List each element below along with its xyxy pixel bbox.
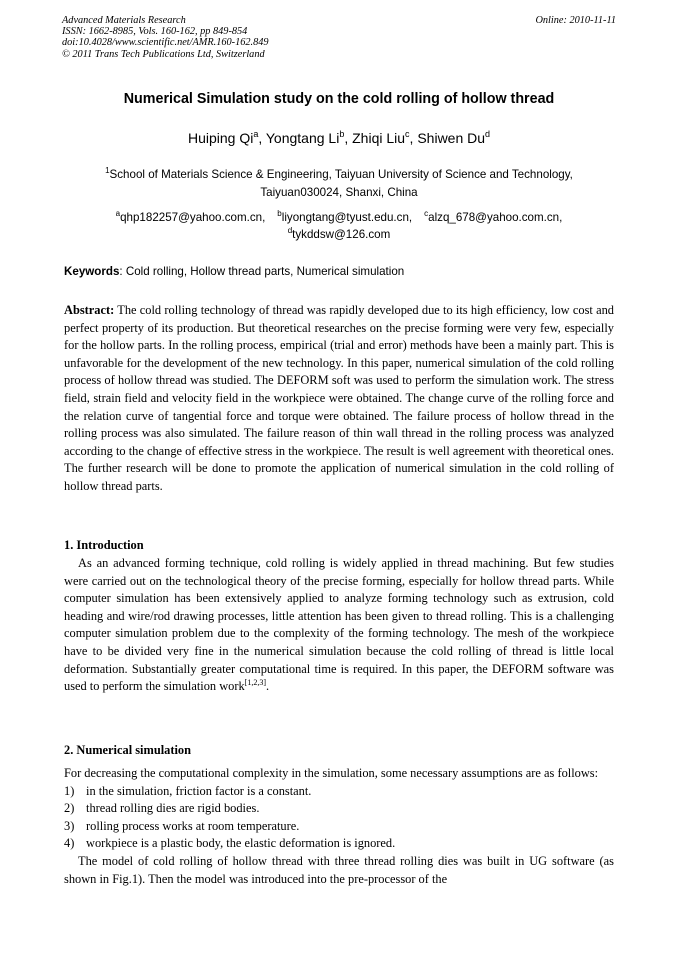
online-date: Online: 2010-11-11: [535, 15, 616, 26]
author-sup: c: [405, 129, 410, 139]
affiliation-line1: School of Materials Science & Engineering, Taiyuan University of Science and Technology,: [109, 168, 573, 181]
author-name: Huiping Qi: [187, 130, 254, 146]
simulation-intro: For decreasing the computational complexity in the simulation, some necessary assumptions are as follows:: [64, 766, 599, 780]
email-sup: b: [277, 209, 282, 218]
abstract-text: The cold rolling technology of thread was rapidly developed due to its high efficiency, low cost and perfect property of its production. But theoretical researches on the precise forming were very few, especially for the hollow parts. In the rolling process, empirical (trial and error) methods have been a mainly part. This is unfavorable for the development of the new technology. In this paper, numerical simulation of the cold rolling process of hollow thread was studied. The DEFORM soft was used to perform the simulation work. The stress field, strain field and velocity field in the workpiece were obtained. The change curve of the rolling force and the relation curve of tangential force and torque were obtained. The failure process of hollow thread in the rolling process was also simulated. The failure reason of thin wall thread in the rolling process was analyzed according to the change of effective stress in the workpiece. The result is well agreement with theoretical ones. The further research will be done to promote the application of numerical simulation in the cold rolling of hollow thread parts.: [64, 303, 614, 493]
author-name: Yongtang Li: [265, 130, 340, 146]
affiliation-line2: Taiyuan030024, Shanxi, China: [260, 186, 418, 199]
simulation-section: [64, 765, 614, 888]
list-item: [64, 800, 614, 818]
simulation-paragraph: The model of cold rolling of hollow thread with three thread rolling dies was built in UG software (as shown in Fig.1). Then the model was introduced into the pre-processor of the: [64, 853, 614, 886]
introduction-paragraph: [64, 555, 614, 696]
doi: doi:10.4028/www.scientific.net/AMR.160-162.849: [62, 37, 269, 49]
introduction-end: .: [266, 679, 270, 694]
affiliation: [70, 166, 608, 202]
list-text: rolling process works at room temperature.: [86, 818, 300, 833]
list-item: [64, 835, 614, 853]
email-address[interactable]: tykddsw@126.com: [292, 228, 391, 241]
email-sup: c: [424, 209, 429, 218]
citation[interactable]: [1,2,3]: [244, 678, 266, 688]
keywords: [64, 265, 618, 278]
email-list: [70, 209, 608, 243]
abstract-label: Abstract:: [64, 303, 115, 317]
author-sup: a: [253, 129, 259, 139]
list-item: [64, 818, 614, 836]
list-number: 1): [64, 783, 75, 798]
introduction-text: As an advanced forming technique, cold rolling is widely applied in thread machining. But few studies were carried out on the technological theory of the precise forming, especially for hollow thread parts. While computer simulation has been extensively applied to analyze forming technology such as extrusion, cold heading and wire/rod drawing processes, little attention has been given to thread rolling. This is a challenging computer simulation problem due to the complexity of the forming technology. The mesh of the workpiece have to be divided very fine in the numerical simulation because the cold rolling of thread is little local deformation. Substantially greater computational time is required. In this paper, the DEFORM software was used to perform the simulation work: [64, 556, 614, 694]
email-address[interactable]: liyongtang@tyust.edu.cn,: [281, 211, 413, 224]
author-list: Huiping Qi$^a$, Yongtang Li$^b$, Zhiqi Liu$^c$, Shiwen Du$^d$: [187, 129, 491, 146]
list-item: [64, 783, 614, 801]
list-text: in the simulation, friction factor is a constant.: [86, 783, 312, 798]
author-sup: d: [485, 129, 491, 139]
assumption-list: [64, 783, 614, 853]
email-address[interactable]: alzq_678@yahoo.com.cn,: [428, 211, 563, 224]
author-name: Shiwen Du: [417, 130, 486, 146]
section-heading: 2. Numerical simulation: [64, 743, 191, 757]
section-heading: 1. Introduction: [64, 538, 144, 552]
paper-title: Numerical Simulation study on the cold rolling of hollow thread: [123, 91, 555, 107]
list-text: thread rolling dies are rigid bodies.: [86, 801, 260, 816]
issn: ISSN: 1662-8985, Vols. 160-162, pp 849-854: [62, 26, 248, 38]
journal-header: [62, 15, 616, 60]
keywords-label: Keywords: [64, 265, 120, 278]
copyright: © 2011 Trans Tech Publications Ltd, Switzerland: [62, 48, 265, 60]
email-sup: a: [115, 209, 121, 218]
journal-name: Advanced Materials Research: [62, 15, 186, 26]
keywords-text: : Cold rolling, Hollow thread parts, Numerical simulation: [119, 265, 405, 278]
author-sup: b: [339, 129, 345, 139]
affiliation-sup: 1: [105, 166, 110, 175]
list-number: 2): [64, 801, 75, 816]
email-sup: d: [287, 226, 293, 235]
list-number: 4): [64, 836, 75, 851]
list-number: 3): [64, 818, 75, 833]
list-text: workpiece is a plastic body, the elastic deformation is ignored.: [86, 836, 396, 851]
email-address[interactable]: qhp182257@yahoo.com.cn,: [120, 211, 266, 224]
abstract: [64, 302, 614, 496]
author-name: Zhiqi Liu: [352, 130, 406, 146]
